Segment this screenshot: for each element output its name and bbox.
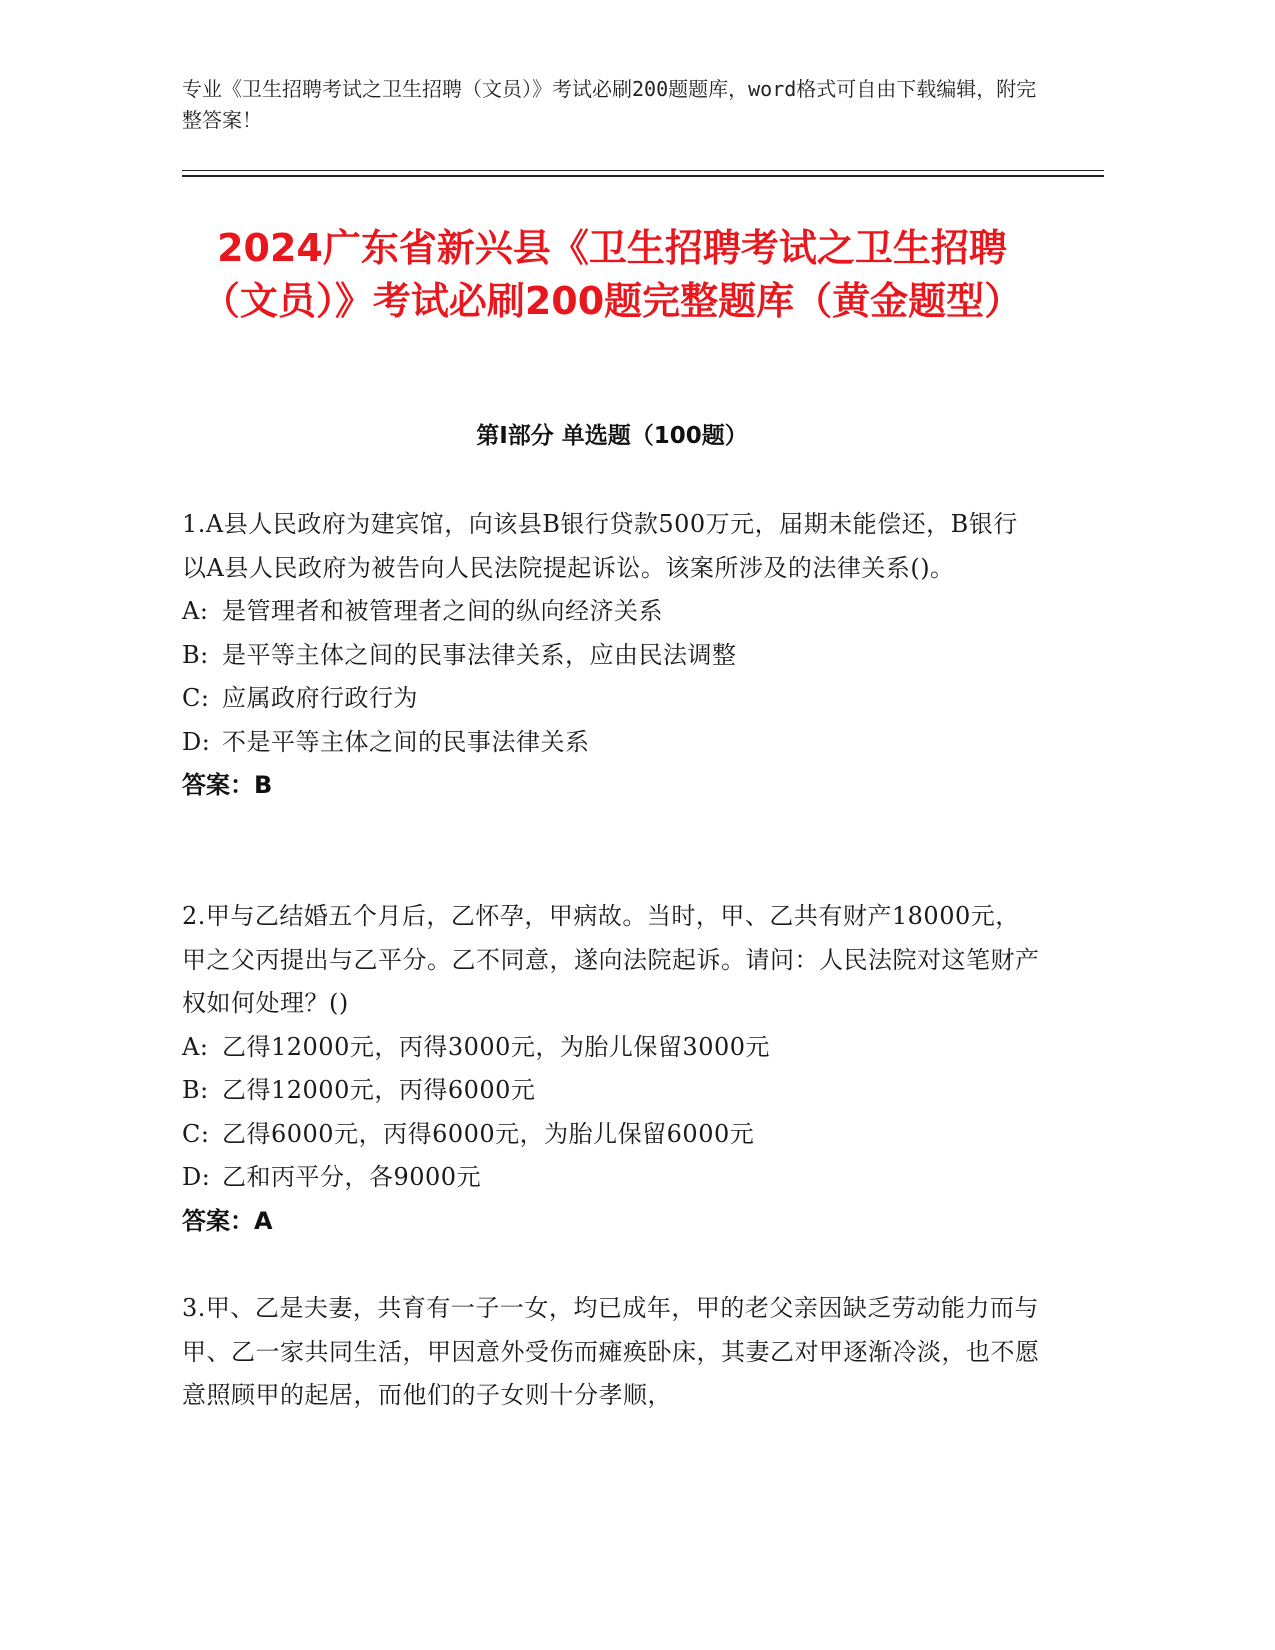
- question-stem: 3.甲、乙是夫妻，共育有一子一女，均已成年，甲的老父亲因缺乏劳动能力而与甲、乙一家共同生活，甲因意外受伤而瘫痪卧床，其妻乙对甲逐渐冷淡，也不愿意照顾甲的起居，而他们的子女则十分孝顺，: [182, 1294, 1040, 1409]
- option-letter: D:: [182, 1163, 211, 1191]
- document-title: 2024广东省新兴县《卫生招聘考试之卫生招聘（文员）》考试必刷200题完整题库（黄金题型）: [201, 226, 1023, 323]
- option-d: [182, 1156, 1042, 1200]
- option-a: [182, 1026, 1042, 1070]
- option-text: 乙和丙平分，各9000元: [222, 1163, 482, 1191]
- option-text: 乙得6000元，丙得6000元，为胎儿保留6000元: [222, 1119, 755, 1148]
- option-a: [182, 590, 1042, 634]
- option-letter: A:: [182, 597, 209, 625]
- option-letter: D:: [182, 727, 211, 756]
- option-c: [182, 677, 1042, 721]
- question-stem: 1.A县人民政府为建宾馆，向该县B银行贷款500万元，届期未能偿还，B银行以A县人民政府为被告向人民法院提起诉讼。该案所涉及的法律关系()。: [182, 510, 1018, 582]
- option-text: 是平等主体之间的民事法律关系，应由民法调整: [222, 640, 737, 669]
- option-text: 乙得12000元，丙得3000元，为胎儿保留3000元: [222, 1032, 771, 1061]
- option-letter: C:: [182, 684, 210, 712]
- option-letter: B:: [182, 640, 209, 669]
- header-note: 专业《卫生招聘考试之卫生招聘（文员）》考试必刷200题题库，word格式可自由下载编辑，附完整答案！: [182, 77, 1037, 132]
- answer-label: 答案：B: [182, 771, 273, 799]
- option-d: [182, 721, 1042, 765]
- header-divider-thin: [182, 170, 1104, 171]
- section-title: 第Ⅰ部分 单选题（100题）: [476, 423, 748, 449]
- option-b: [182, 1069, 1042, 1113]
- option-letter: A:: [182, 1032, 209, 1061]
- option-c: [182, 1113, 1042, 1157]
- question-3: [182, 1287, 1042, 1418]
- option-letter: C:: [182, 1119, 210, 1148]
- option-b: [182, 634, 1042, 678]
- option-letter: B:: [182, 1076, 209, 1104]
- option-text: 乙得12000元，丙得6000元: [222, 1076, 536, 1104]
- option-text: 不是平等主体之间的民事法律关系: [222, 727, 590, 756]
- answer-label: 答案：A: [182, 1206, 273, 1235]
- question-stem: 2.甲与乙结婚五个月后，乙怀孕，甲病故。当时，甲、乙共有财产18000元，甲之父丙提出与乙平分。乙不同意，遂向法院起诉。请问：人民法院对这笔财产权如何处理？(): [182, 902, 1040, 1017]
- option-text: 应属政府行政行为: [222, 684, 418, 712]
- question-1: [182, 503, 1042, 808]
- option-text: 是管理者和被管理者之间的纵向经济关系: [222, 597, 663, 625]
- question-2: [182, 895, 1042, 1243]
- header-divider-thick: [182, 175, 1104, 177]
